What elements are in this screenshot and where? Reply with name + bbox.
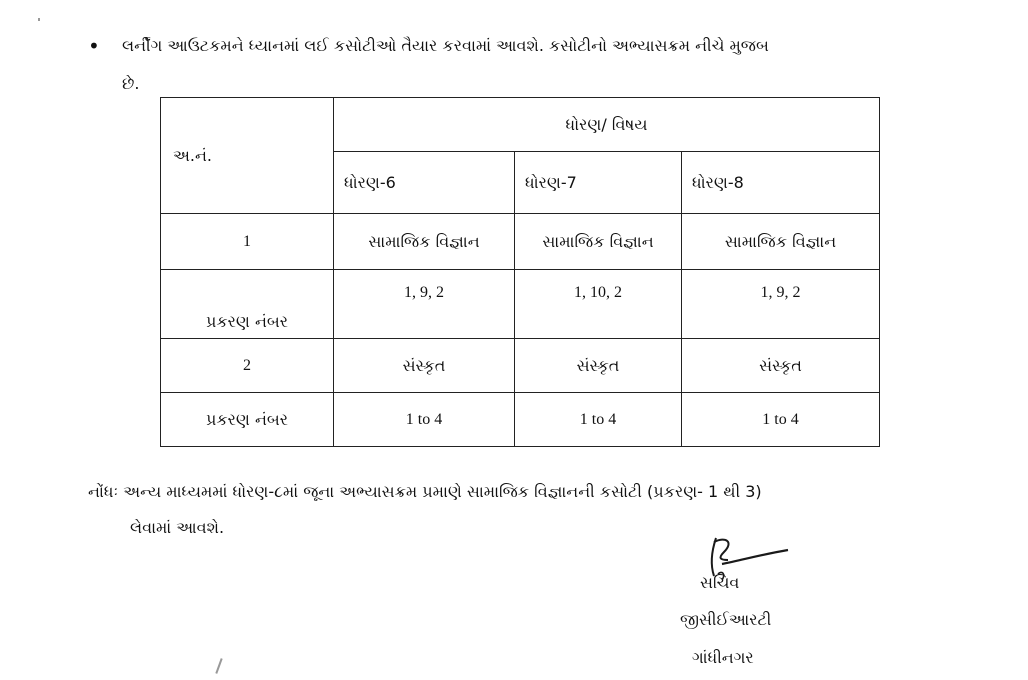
subject-cell: સામાજિક વિજ્ઞાન [515, 214, 682, 270]
scan-mark [38, 18, 40, 21]
table-header-row [161, 98, 880, 152]
subject-cell: સંસ્કૃત [682, 339, 880, 393]
chapter-cell: 1 to 4 [682, 393, 880, 447]
serial-header: અ.નં. [161, 98, 334, 214]
subject-cell: સંસ્કૃત [334, 339, 515, 393]
standard-6-header: ધોરણ-6 [334, 152, 515, 214]
serial-cell: 2 [161, 339, 334, 393]
chapter-cell: 1, 10, 2 [515, 270, 682, 339]
table-row [161, 270, 880, 339]
chapter-cell: 1 to 4 [334, 393, 515, 447]
signatory-place: ગાંધીનગર [692, 648, 754, 667]
note-line-1: નોંધઃ અન્ય માધ્યમમાં ધોરણ-૮માં જૂના અભ્યાસક્રમ પ્રમાણે સામાજિક વિજ્ઞાનની કસોટી (પ્રકરણ- 1 થી 3) [88, 482, 762, 501]
bullet-icon: • [88, 34, 100, 58]
subject-cell: સંસ્કૃત [515, 339, 682, 393]
intro-line-2: છે. [122, 74, 140, 93]
subject-cell: સામાજિક વિજ્ઞાન [682, 214, 880, 270]
syllabus-table [160, 97, 880, 447]
chapter-label-cell: પ્રકરણ નંબર [161, 270, 334, 339]
signatory-title: સચિવ [700, 573, 740, 592]
signatory-organization: જીસીઈઆરટી [680, 610, 772, 629]
table-row [161, 214, 880, 270]
chapter-cell: 1, 9, 2 [334, 270, 515, 339]
chapter-label-cell: પ્રકરણ નંબર [161, 393, 334, 447]
standard-subject-header: ધોરણ/ વિષય [334, 98, 880, 152]
chapter-cell: 1, 9, 2 [682, 270, 880, 339]
table-row [161, 339, 880, 393]
standard-8-header: ધોરણ-8 [682, 152, 880, 214]
table-row [161, 393, 880, 447]
subject-cell: સામાજિક વિજ્ઞાન [334, 214, 515, 270]
serial-cell: 1 [161, 214, 334, 270]
standard-7-header: ધોરણ-7 [515, 152, 682, 214]
intro-line-1: લર્નીંગ આઉટકમને ધ્યાનમાં લઈ કસોટીઓ તૈયાર કરવામાં આવશે. કસોટીનો અભ્યાસક્રમ નીચે મુજબ [122, 36, 769, 55]
chapter-cell: 1 to 4 [515, 393, 682, 447]
note-line-2: લેવામાં આવશે. [130, 518, 225, 537]
scan-mark [215, 658, 222, 674]
